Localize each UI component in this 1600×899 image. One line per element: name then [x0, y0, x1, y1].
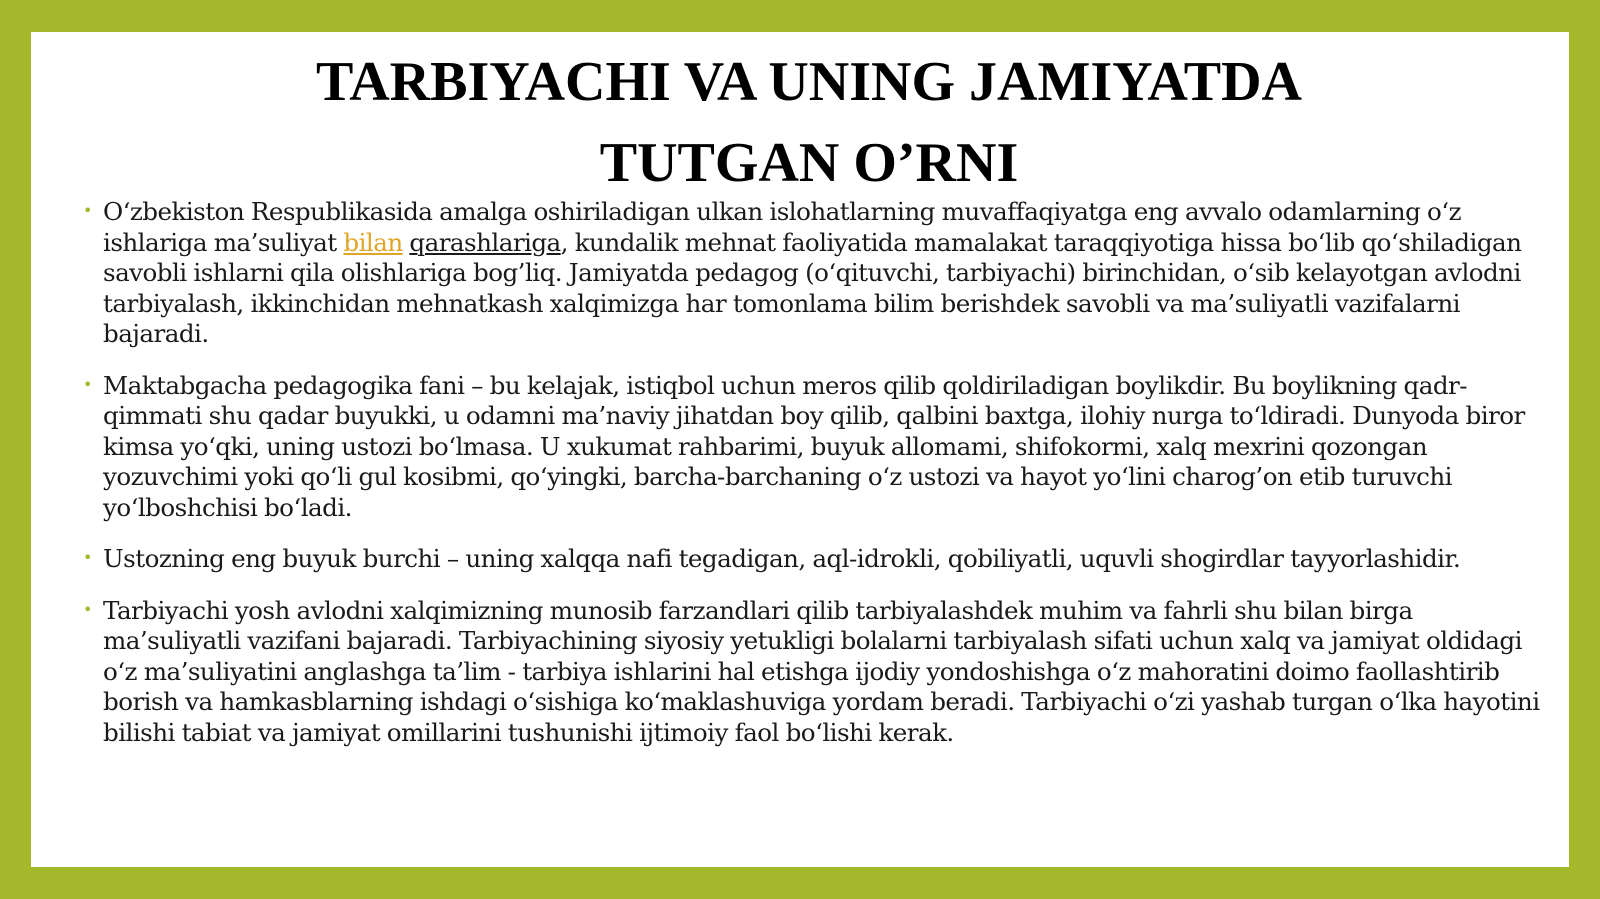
underlined-word: qarashlariga — [409, 227, 561, 257]
bullet-4-text: Tarbiyachi yosh avlodni xalqimizning munosib farzandlari qilib tarbiyalashdek muhim va fahrli shu bilan birga ma’suliyatli vazifani bajaradi. Tarbiyachining siyosiy yetukligi bolalarni tarbiyalash sifati uchun xalq va jamiyat oldidagi o‘z ma’suliyatini anglashga ta’lim - tarbiya ishlarini hal etishga ijodiy yondoshishga o‘z mahoratini doimo faollashtirib borish va hamkasblarning ishdagi o‘sishiga ko‘maklashuviga yordam beradi. Tarbiyachi o‘zi yashab turgan o‘lka hayotini bilishi tabiat va jamiyat omillarini tushunishi ijtimoiy faol bo‘lishi kerak. — [103, 595, 1540, 747]
bullet-marker-icon: • — [83, 374, 92, 394]
slide-title — [31, 42, 1569, 204]
bullet-marker-icon: • — [83, 599, 92, 619]
bullet-marker-icon: • — [83, 201, 92, 220]
title-line-1: TARBIYACHI VA UNING JAMIYATDA — [316, 51, 1302, 113]
bullet-item-3 — [83, 544, 1543, 575]
bullet-item-4 — [83, 596, 1543, 749]
bullet-1-text-rest: , kundalik mehnat faoliyatida mamalakat taraqqiyotiga hissa bo‘lib qo‘shiladigan savobli ishlarni qila olishlariga bog’liq. Jamiyatda pedagog (o‘qituvchi, tarbiyachi) birinchidan, o‘sib kelayotgan avlodni tarbiyalash, ikkinchidan mehnatkash xalqimizga har tomonlama bilim berishdek savobli va ma’suliyatli vazifalarni bajaradi. — [103, 227, 1522, 348]
bullet-1-text: O‘zbekiston Respublikasida amalga oshiriladigan ulkan islohatlarning muvaffaqiyatga eng avvalo odamlarning o‘z ishlariga ma’suliyat — [103, 197, 1461, 257]
bullet-list — [83, 197, 1543, 769]
bullet-marker-icon: • — [83, 548, 92, 567]
bullet-item-1 — [83, 197, 1543, 350]
bilan-link[interactable]: bilan — [343, 227, 403, 257]
slide-canvas — [31, 32, 1569, 867]
bullet-item-2 — [83, 371, 1543, 524]
bullet-3-text: Ustozning eng buyuk burchi – uning xalqqa nafi tegadigan, aql-idrokli, qobiliyatli, uquvli shogirdlar tayyorlashidir. — [103, 544, 1461, 573]
bullet-2-text: Maktabgacha pedagogika fani – bu kelajak, istiqbol uchun meros qilib qoldiriladigan boylikdir. Bu boylikning qadr-qimmati shu qadar buyukki, u odamni ma’naviy jihatdan boy qilib, qalbini baxtga, ilohiy nurga to‘ldiradi. Dunyoda biror kimsa yo‘qki, uning ustozi bo‘lmasa. U xukumat rahbarimi, buyuk allomami, shifokormi, xalq mexrini qozongan yozuvchimi yoki qo‘li gul kosibmi, qo‘yingki, barcha-barchaning o‘z ustozi va hayot yo‘lini charog’on etib turuvchi yo‘lboshchisi bo‘ladi. — [103, 370, 1525, 522]
title-line-2: TUTGAN O’RNI — [599, 132, 1019, 194]
